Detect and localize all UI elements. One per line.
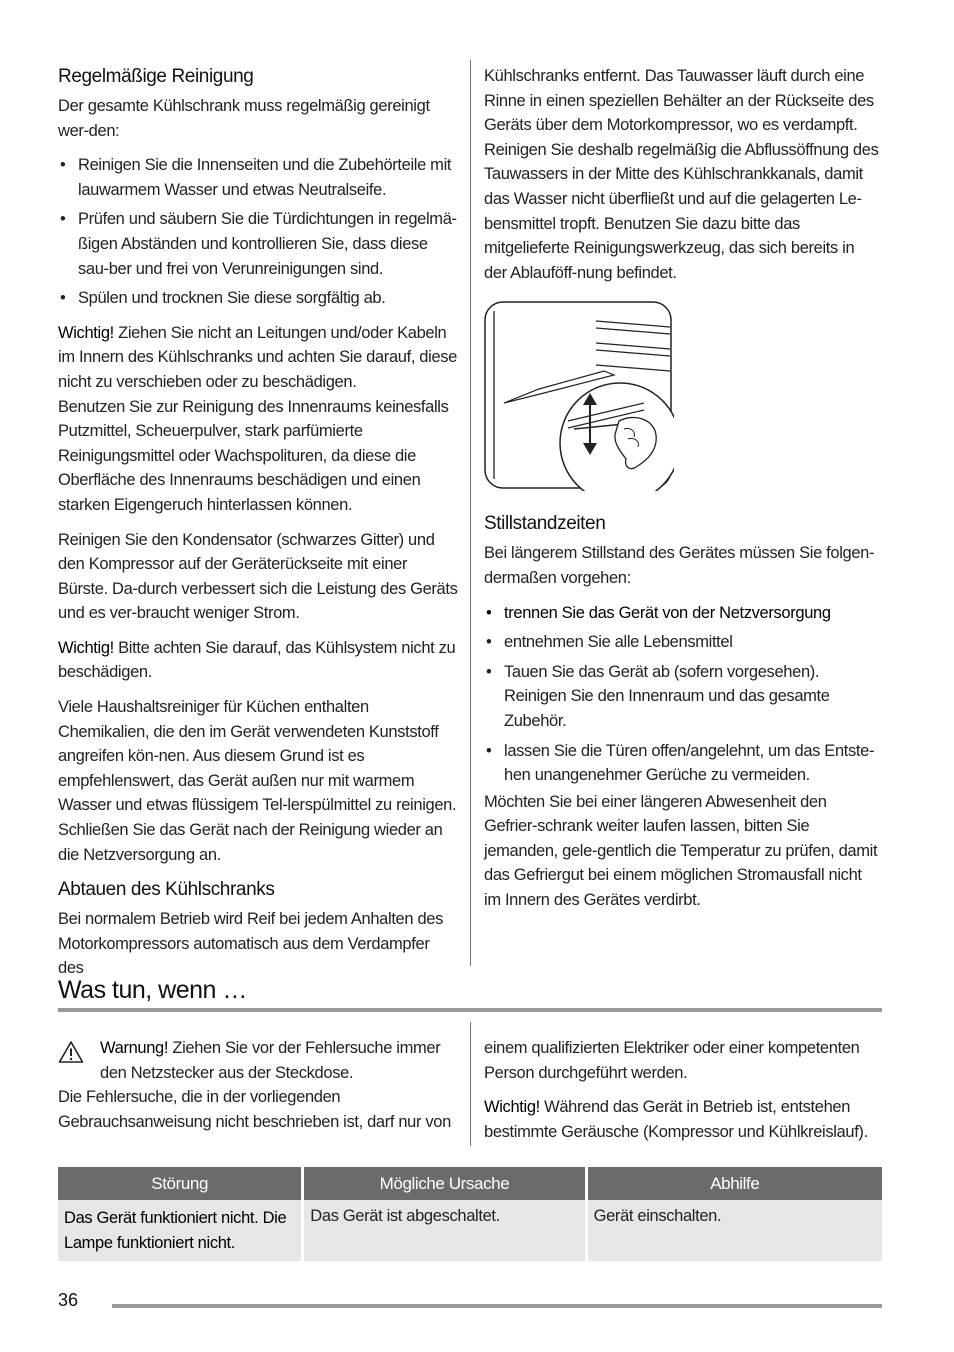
column-header-cause: Mögliche Ursache xyxy=(304,1167,584,1200)
paragraph-defrosting-continued: Kühlschranks entfernt. Das Tauwasser läuft durch eine Rinne in einen speziellen Behälter an der Rückseite des Geräts über dem Motorkompressor, wo es verdampft. Reinigen Sie deshalb regelmäßig die Abflussöffnung des Tauwassers in der Mitte des Kühlschrankkanals, damit das Wasser nicht überfließt und auf die gelagerten Le-bensmittel tropft. Benutzen Sie dazu bitte das mitgelieferte Reinigungswerkzeug, das sich bereits in der Ablauföff-nung befindet. xyxy=(484,67,879,282)
footer-rule xyxy=(112,1304,882,1308)
troubleshooting-right xyxy=(484,1036,880,1144)
important-note-noises xyxy=(484,1095,880,1144)
important-label: Wichtig! xyxy=(58,638,114,657)
heading-standstill: Stillstandzeiten xyxy=(484,513,606,535)
paragraph-cleaning-intro: Der gesamte Kühlschrank muss regelmäßig gereinigt wer-den: xyxy=(58,97,430,140)
page-number: 36 xyxy=(58,1290,79,1310)
list-item: • Spülen und trocknen Sie diese sorgfältig ab. xyxy=(58,286,458,311)
left-column xyxy=(58,64,458,981)
list-item: • Prüfen und säubern Sie die Türdichtungen in regelmä-ßigen Abständen und kontrollieren Sie, dass diese sau-ber und frei von Verunreinigungen sind. xyxy=(58,207,458,281)
list-item: • entnehmen Sie alle Lebensmittel xyxy=(484,630,880,655)
intro-column-divider xyxy=(470,1022,471,1146)
drain-cleaning-icon xyxy=(484,301,674,491)
table-cell-cause: Das Gerät ist abgeschaltet. xyxy=(304,1200,584,1261)
list-item: • Tauen Sie das Gerät ab (sofern vorgesehen). Reinigen Sie den Innenraum und das gesamte Zubehör. xyxy=(484,660,880,734)
important-note-cables xyxy=(58,321,458,395)
column-divider xyxy=(470,60,471,966)
section-title-troubleshooting: Was tun, wenn … xyxy=(58,976,247,1004)
troubleshooting-table xyxy=(55,1167,885,1261)
warning-block xyxy=(58,1036,458,1085)
list-item: • trennen Sie das Gerät von der Netzversorgung xyxy=(484,601,880,626)
column-header-malfunction: Störung xyxy=(58,1167,301,1200)
paragraph-defrosting: Bei normalem Betrieb wird Reif bei jedem Anhalten des Motorkompressors automatisch aus dem Verdampfer des xyxy=(58,910,443,978)
warning-text xyxy=(100,1036,458,1085)
warning-triangle-icon xyxy=(58,1040,84,1064)
paragraph-condenser: Reinigen Sie den Kondensator (schwarzes Gitter) und den Kompressor auf der Geräterückseite mit einer Bürste. Da-durch verbessert sich die Leistung des Geräts und es ver-braucht weniger Strom. xyxy=(58,530,458,623)
table-header-row xyxy=(58,1167,882,1200)
paragraph-troubleshooting-continued: einem qualifizierten Elektriker oder einer kompetenten Person durchgeführt werden. xyxy=(484,1039,860,1082)
important-text: Während das Gerät in Betrieb ist, entstehen bestimmte Geräusche (Kompressor und Kühlkreislauf). xyxy=(484,1098,868,1141)
paragraph-chemicals: Viele Haushaltsreiniger für Küchen enthalten Chemikalien, die den im Gerät verwendeten Kunststoff angreifen kön-nen. Aus diesem Grund ist es empfehlenswert, das Gerät außen nur mit warmem Wasser und etwas flüssigem Tel-lerspülmittel zu reinigen. xyxy=(58,698,457,815)
defrost-drain-illustration xyxy=(484,301,674,491)
warning-label: Warnung! xyxy=(100,1039,169,1057)
standstill-bullet-list xyxy=(484,601,880,788)
heading-defrosting: Abtauen des Kühlschranks xyxy=(58,879,275,901)
important-text: Ziehen Sie nicht an Leitungen und/oder Kabeln im Innern des Kühlschranks und achten Sie darauf, diese nicht zu verschieben oder zu beschädigen. xyxy=(58,323,458,391)
important-note-cooling-system xyxy=(58,636,458,685)
list-item: • Reinigen Sie die Innenseiten und die Zubehörteile mit lauwarmem Wasser und etwas Neutralseife. xyxy=(58,153,458,202)
important-text: Bitte achten Sie darauf, das Kühlsystem nicht zu beschädigen. xyxy=(58,638,456,682)
column-header-remedy: Abhilfe xyxy=(588,1167,882,1200)
paragraph-reconnect: Schließen Sie das Gerät nach der Reinigung wieder an die Netzversorgung an. xyxy=(58,821,443,864)
table-cell-malfunction: Das Gerät funktioniert nicht. Die Lampe funktioniert nicht. xyxy=(58,1200,301,1261)
table-cell-remedy: Gerät einschalten. xyxy=(588,1200,882,1261)
list-item: • lassen Sie die Türen offen/angelehnt, um das Entste-hen unangenehmer Gerüche zu vermeiden. xyxy=(484,739,880,788)
paragraph-troubleshooting: Die Fehlersuche, die in der vorliegenden Gebrauchsanweisung nicht beschrieben ist, darf nur von xyxy=(58,1088,451,1131)
warning-body: Ziehen Sie vor der Fehlersuche immer den Netzstecker aus der Steckdose. xyxy=(100,1039,441,1082)
right-column xyxy=(484,64,880,913)
paragraph-standstill: Bei längerem Stillstand des Gerätes müssen Sie folgen-dermaßen vorgehen: xyxy=(484,544,875,587)
paragraph-detergents: Benutzen Sie zur Reinigung des Innenraums keinesfalls Putzmittel, Scheuerpulver, stark parfümierte Reinigungsmittel oder Wachspolituren, da diese die Oberfläche des Innenraums beschädigen und einen starken Eigengeruch hinterlassen können. xyxy=(58,397,449,514)
troubleshooting-left xyxy=(58,1036,458,1134)
heading-regular-cleaning: Regelmäßige Reinigung xyxy=(58,66,254,87)
paragraph-absence: Möchten Sie bei einer längeren Abwesenheit den Gefrier-schrank weiter laufen lassen, bitten Sie jemanden, gele-gentlich die Temperatur zu prüfen, damit das Gefriergut bei einem möglichen Stromausfall nicht im Innern des Gerätes verdirbt. xyxy=(484,792,878,910)
important-label: Wichtig! xyxy=(58,323,114,342)
cleaning-bullet-list xyxy=(58,153,458,311)
section-title-rule xyxy=(58,1008,882,1012)
important-label: Wichtig! xyxy=(484,1098,540,1117)
table-row xyxy=(58,1200,882,1261)
